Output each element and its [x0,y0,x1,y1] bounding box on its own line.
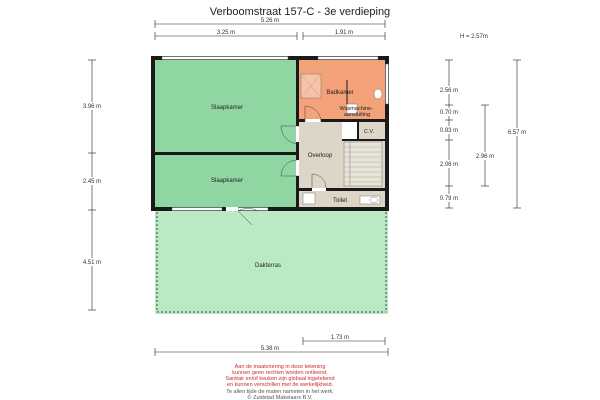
room-label-cv: C.V. [363,129,375,135]
left-dimensions [76,60,108,310]
room-label-landing: Overloop [307,153,333,159]
room-label-bathroom: Badkamer [326,90,354,96]
right-dimensions [434,60,532,208]
disclaimer-red-2: kunnen geen rechten worden ontleend. [232,370,328,376]
plan-title: Verboomstraat 157-C - 3e verdieping [209,6,391,18]
disclaimer-gray-1: Te allen tijde de maten nameten in het werk. [226,389,334,395]
dim-right-mid: 2.96 m [475,154,495,160]
disclaimer-red-1: Aan de maatvoering in deze tekening [234,364,326,370]
dim-left-middle: 2.45 m [82,179,102,185]
room-label-washer [340,106,375,118]
top-dimensions [155,18,385,40]
bottom-dimension [155,346,388,356]
terrace [155,210,388,314]
dim-right-landing: 2.06 m [439,162,459,168]
washer-line-1: Wasmachine- [339,106,373,112]
disclaimer-gray-2: © Zuidstad Makelaars B.V. [247,395,313,400]
washer-line-2: aansluiting [343,112,371,118]
dim-terrace-right: 1.73 m [330,335,350,341]
dim-right-total: 6.57 m [507,130,527,136]
room-label-toilet: Toilet [332,198,348,204]
dim-right-washer: 0.70 m [439,110,459,116]
terrace-dimension [303,335,385,345]
dim-top-right: 1.91 m [334,30,354,36]
staircase [344,142,382,186]
disclaimer-red-3: Sanitair en/of keuken zijn globaal ingetekend [225,376,335,382]
dim-left-lower: 4.51 m [82,260,102,266]
dim-top-left: 3.25 m [216,30,236,36]
disclaimer-red-4: en kunnen verschillen met de werkelijkheid. [226,382,334,388]
washbasin [374,89,382,99]
dim-bottom-total: 5.38 m [260,346,280,352]
dim-top-total: 5.26 m [260,18,280,24]
dim-right-cv: 0.83 m [439,128,459,134]
room-label-terrace: Dakterras [254,263,282,269]
dim-right-toilet: 0.79 m [439,196,459,202]
height-note: H = 2.57m [460,34,488,40]
disclaimer [225,364,334,400]
room-label-bedroom-1: Slaapkamer [210,105,244,111]
room-label-bedroom-2: Slaapkamer [210,178,244,184]
dim-left-upper: 3.96 m [82,104,102,110]
dim-right-bath: 2.56 m [439,88,459,94]
